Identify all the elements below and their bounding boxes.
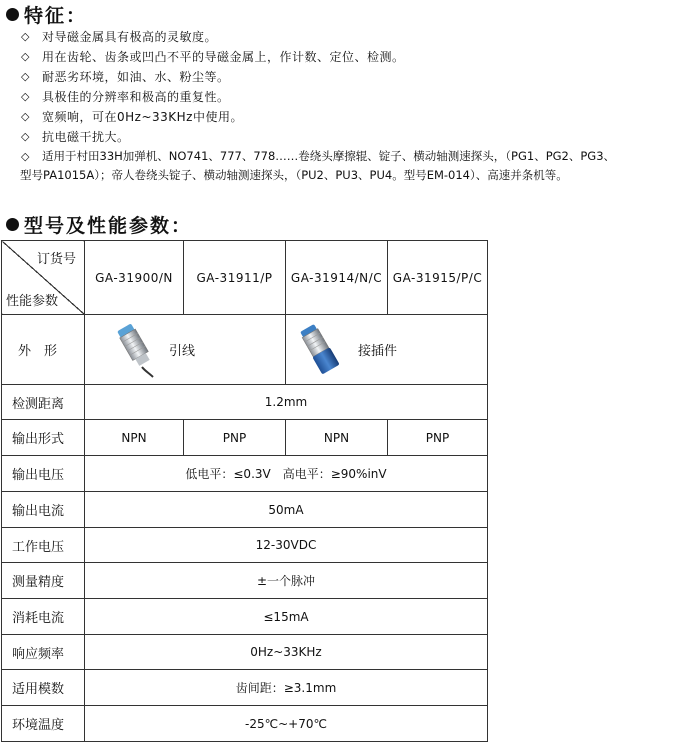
row-value: NPN: [286, 420, 388, 456]
table-row: [2, 241, 488, 315]
wire-label: 引线: [169, 344, 196, 359]
table-row: [2, 420, 488, 456]
feature-text: 型号PA1015A）；帝人卷绕头锭子、横动轴测速探头，（PU2、PU3、PU4。型号EM-014）、高速并条机等。: [20, 168, 568, 182]
model-header: GA-31914/N/C: [286, 241, 388, 315]
row-value: 12-30VDC: [85, 528, 488, 563]
diamond-bullet-icon: ◇: [21, 90, 30, 103]
table-row: [2, 563, 488, 599]
row-label: 适用模数: [2, 670, 85, 706]
feature-text: 对导磁金属具有极高的灵敏度。: [42, 30, 218, 44]
row-label: 环境温度: [2, 706, 85, 742]
diamond-bullet-icon: ◇: [21, 150, 30, 163]
feature-text: 抗电磁干扰大。: [42, 130, 130, 144]
row-label: 输出电压: [2, 456, 85, 492]
feature-text: 耐恶劣环境，如油、水、粉尘等。: [42, 70, 230, 84]
plug-sensor-icon: [294, 323, 346, 379]
row-label: 输出形式: [2, 420, 85, 456]
row-label: 消耗电流: [2, 599, 85, 635]
row-value: NPN: [85, 420, 184, 456]
row-value: -25℃~+70℃: [85, 706, 488, 742]
diamond-bullet-icon: ◇: [21, 30, 30, 43]
plug-label: 接插件: [358, 344, 398, 359]
table-row: [2, 492, 488, 528]
row-value: 50mA: [85, 492, 488, 528]
list-item: [0, 67, 615, 87]
features-list: [0, 27, 615, 185]
appearance-wire-cell: [85, 315, 286, 385]
feature-text: 具极佳的分辨率和极高的重复性。: [42, 90, 230, 104]
row-value: PNP: [184, 420, 286, 456]
row-value: 0Hz~33KHz: [85, 635, 488, 670]
row-label: 检测距离: [2, 385, 85, 420]
table-row: [2, 385, 488, 420]
row-value: 1.2mm: [85, 385, 488, 420]
model-header: GA-31900/N: [85, 241, 184, 315]
row-label: 输出电流: [2, 492, 85, 528]
row-label: 响应频率: [2, 635, 85, 670]
features-title: 特征：: [24, 5, 88, 27]
list-item: [0, 87, 615, 107]
table-row: [2, 706, 488, 742]
feature-text: 适用于村田33H加弹机、NO741、777、778……卷绕头摩擦辊、锭子、横动轴测速探头，（PG1、PG2、PG3、: [42, 149, 616, 163]
row-value: 低电平：≤0.3V 高电平：≥90%inV: [85, 456, 488, 492]
feature-text: 宽频响，可在0Hz~33KHz中使用。: [42, 110, 243, 124]
diamond-bullet-icon: ◇: [21, 70, 30, 83]
list-item: [0, 47, 615, 67]
features-heading: [6, 1, 87, 28]
table-row: [2, 315, 488, 385]
list-item: [0, 127, 615, 147]
diamond-bullet-icon: ◇: [21, 50, 30, 63]
bullet-dot-icon: [6, 8, 19, 21]
diamond-bullet-icon: ◇: [21, 110, 30, 123]
list-item-continuation: [0, 166, 615, 185]
list-item: [0, 27, 615, 47]
model-header: GA-31915/P/C: [388, 241, 488, 315]
model-header: GA-31911/P: [184, 241, 286, 315]
table-row: [2, 528, 488, 563]
row-value: ±一个脉冲: [85, 563, 488, 599]
diamond-bullet-icon: ◇: [21, 130, 30, 143]
list-item: [0, 147, 615, 166]
specs-title: 型号及性能参数：: [24, 215, 193, 237]
spec-table: [1, 240, 488, 742]
row-label: 测量精度: [2, 563, 85, 599]
header-order-label: 订货号: [36, 252, 76, 267]
wire-sensor-icon: [111, 323, 161, 379]
header-param-label: 性能参数: [6, 294, 59, 309]
list-item: [0, 107, 615, 127]
row-label: 外 形: [2, 315, 85, 385]
table-row: [2, 599, 488, 635]
appearance-plug-cell: [286, 315, 488, 385]
table-row: [2, 670, 488, 706]
row-value: 齿间距：≥3.1mm: [85, 670, 488, 706]
table-row: [2, 456, 488, 492]
specs-heading: [6, 211, 192, 238]
row-value: ≤15mA: [85, 599, 488, 635]
row-label: 工作电压: [2, 528, 85, 563]
bullet-dot-icon: [6, 218, 19, 231]
row-value: PNP: [388, 420, 488, 456]
feature-text: 用在齿轮、齿条或凹凸不平的导磁金属上，作计数、定位、检测。: [42, 50, 405, 64]
table-row: [2, 635, 488, 670]
header-diagonal-cell: [2, 241, 85, 315]
